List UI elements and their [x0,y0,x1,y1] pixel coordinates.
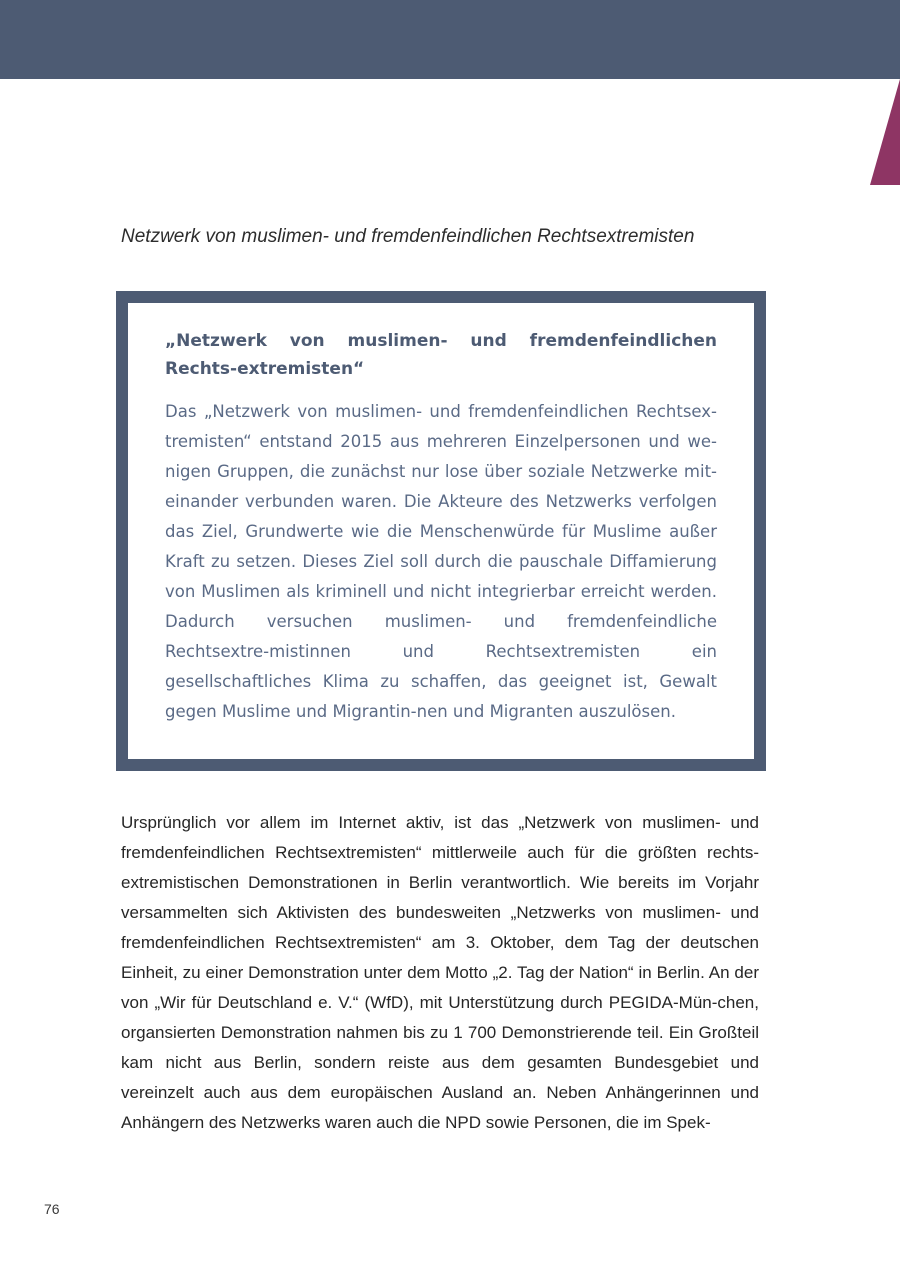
accent-triangle-shape [870,79,900,185]
corner-accent-triangle [870,79,900,185]
header-band [0,0,900,79]
definition-box-text: Das „Netzwerk von muslimen- und fremdenfeindlichen Rechtsex-tremisten“ entstand 2015 aus mehreren Einzelpersonen und we-nigen Gruppen, die zunächst nur lose über soziale Netzwerke mit-einander verbunden waren. Die Akteure des Netzwerks verfolgen das Ziel, Grundwerte wie die Menschenwürde für Muslime außer Kraft zu setzen. Dieses Ziel soll durch die pauschale Diffamierung von Muslimen als kriminell und nicht integrierbar erreicht werden. Dadurch versuchen muslimen- und fremdenfeindliche Rechtsextre-mistinnen und Rechtsextremisten ein gesellschaftliches Klima zu schaffen, das geeignet ist, Gewalt gegen Muslime und Migrantin-nen und Migranten auszulösen. [165,402,717,721]
body-paragraph: Ursprünglich vor allem im Internet aktiv, ist das „Netzwerk von muslimen- und fremdenfeindlichen Rechtsextremisten“ mittlerweile auch für die größten rechts-extremistischen Demonstrationen in Berlin verantwortlich. Wie bereits im Vorjahr versammelten sich Aktivisten des bundesweiten „Netzwerks von muslimen- und fremdenfeindlichen Rechtsextremisten“ am 3. Oktober, dem Tag der deutschen Einheit, zu einer Demonstration unter dem Motto „2. Tag der Nation“ in Berlin. An der von „Wir für Deutschland e. V.“ (WfD), mit Unterstützung durch PEGIDA-Mün-chen, organsierten Demonstration nahmen bis zu 1 700 Demonstrierende teil. Ein Großteil kam nicht aus Berlin, sondern reiste aus dem gesamten Bundesgebiet und vereinzelt auch aus dem europäischen Ausland an. Neben Anhängerinnen und Anhängern des Netzwerks waren auch die NPD sowie Personen, die im Spek- [121,813,759,1132]
section-heading: Netzwerk von muslimen- und fremdenfeindlichen Rechtsextremisten [121,226,695,247]
definition-box [116,291,766,771]
definition-box-content [165,327,717,727]
page-number: 76 [44,1201,60,1217]
definition-box-title: „Netzwerk von muslimen- und fremdenfeindlichen Rechts-extremisten“ [165,331,717,379]
